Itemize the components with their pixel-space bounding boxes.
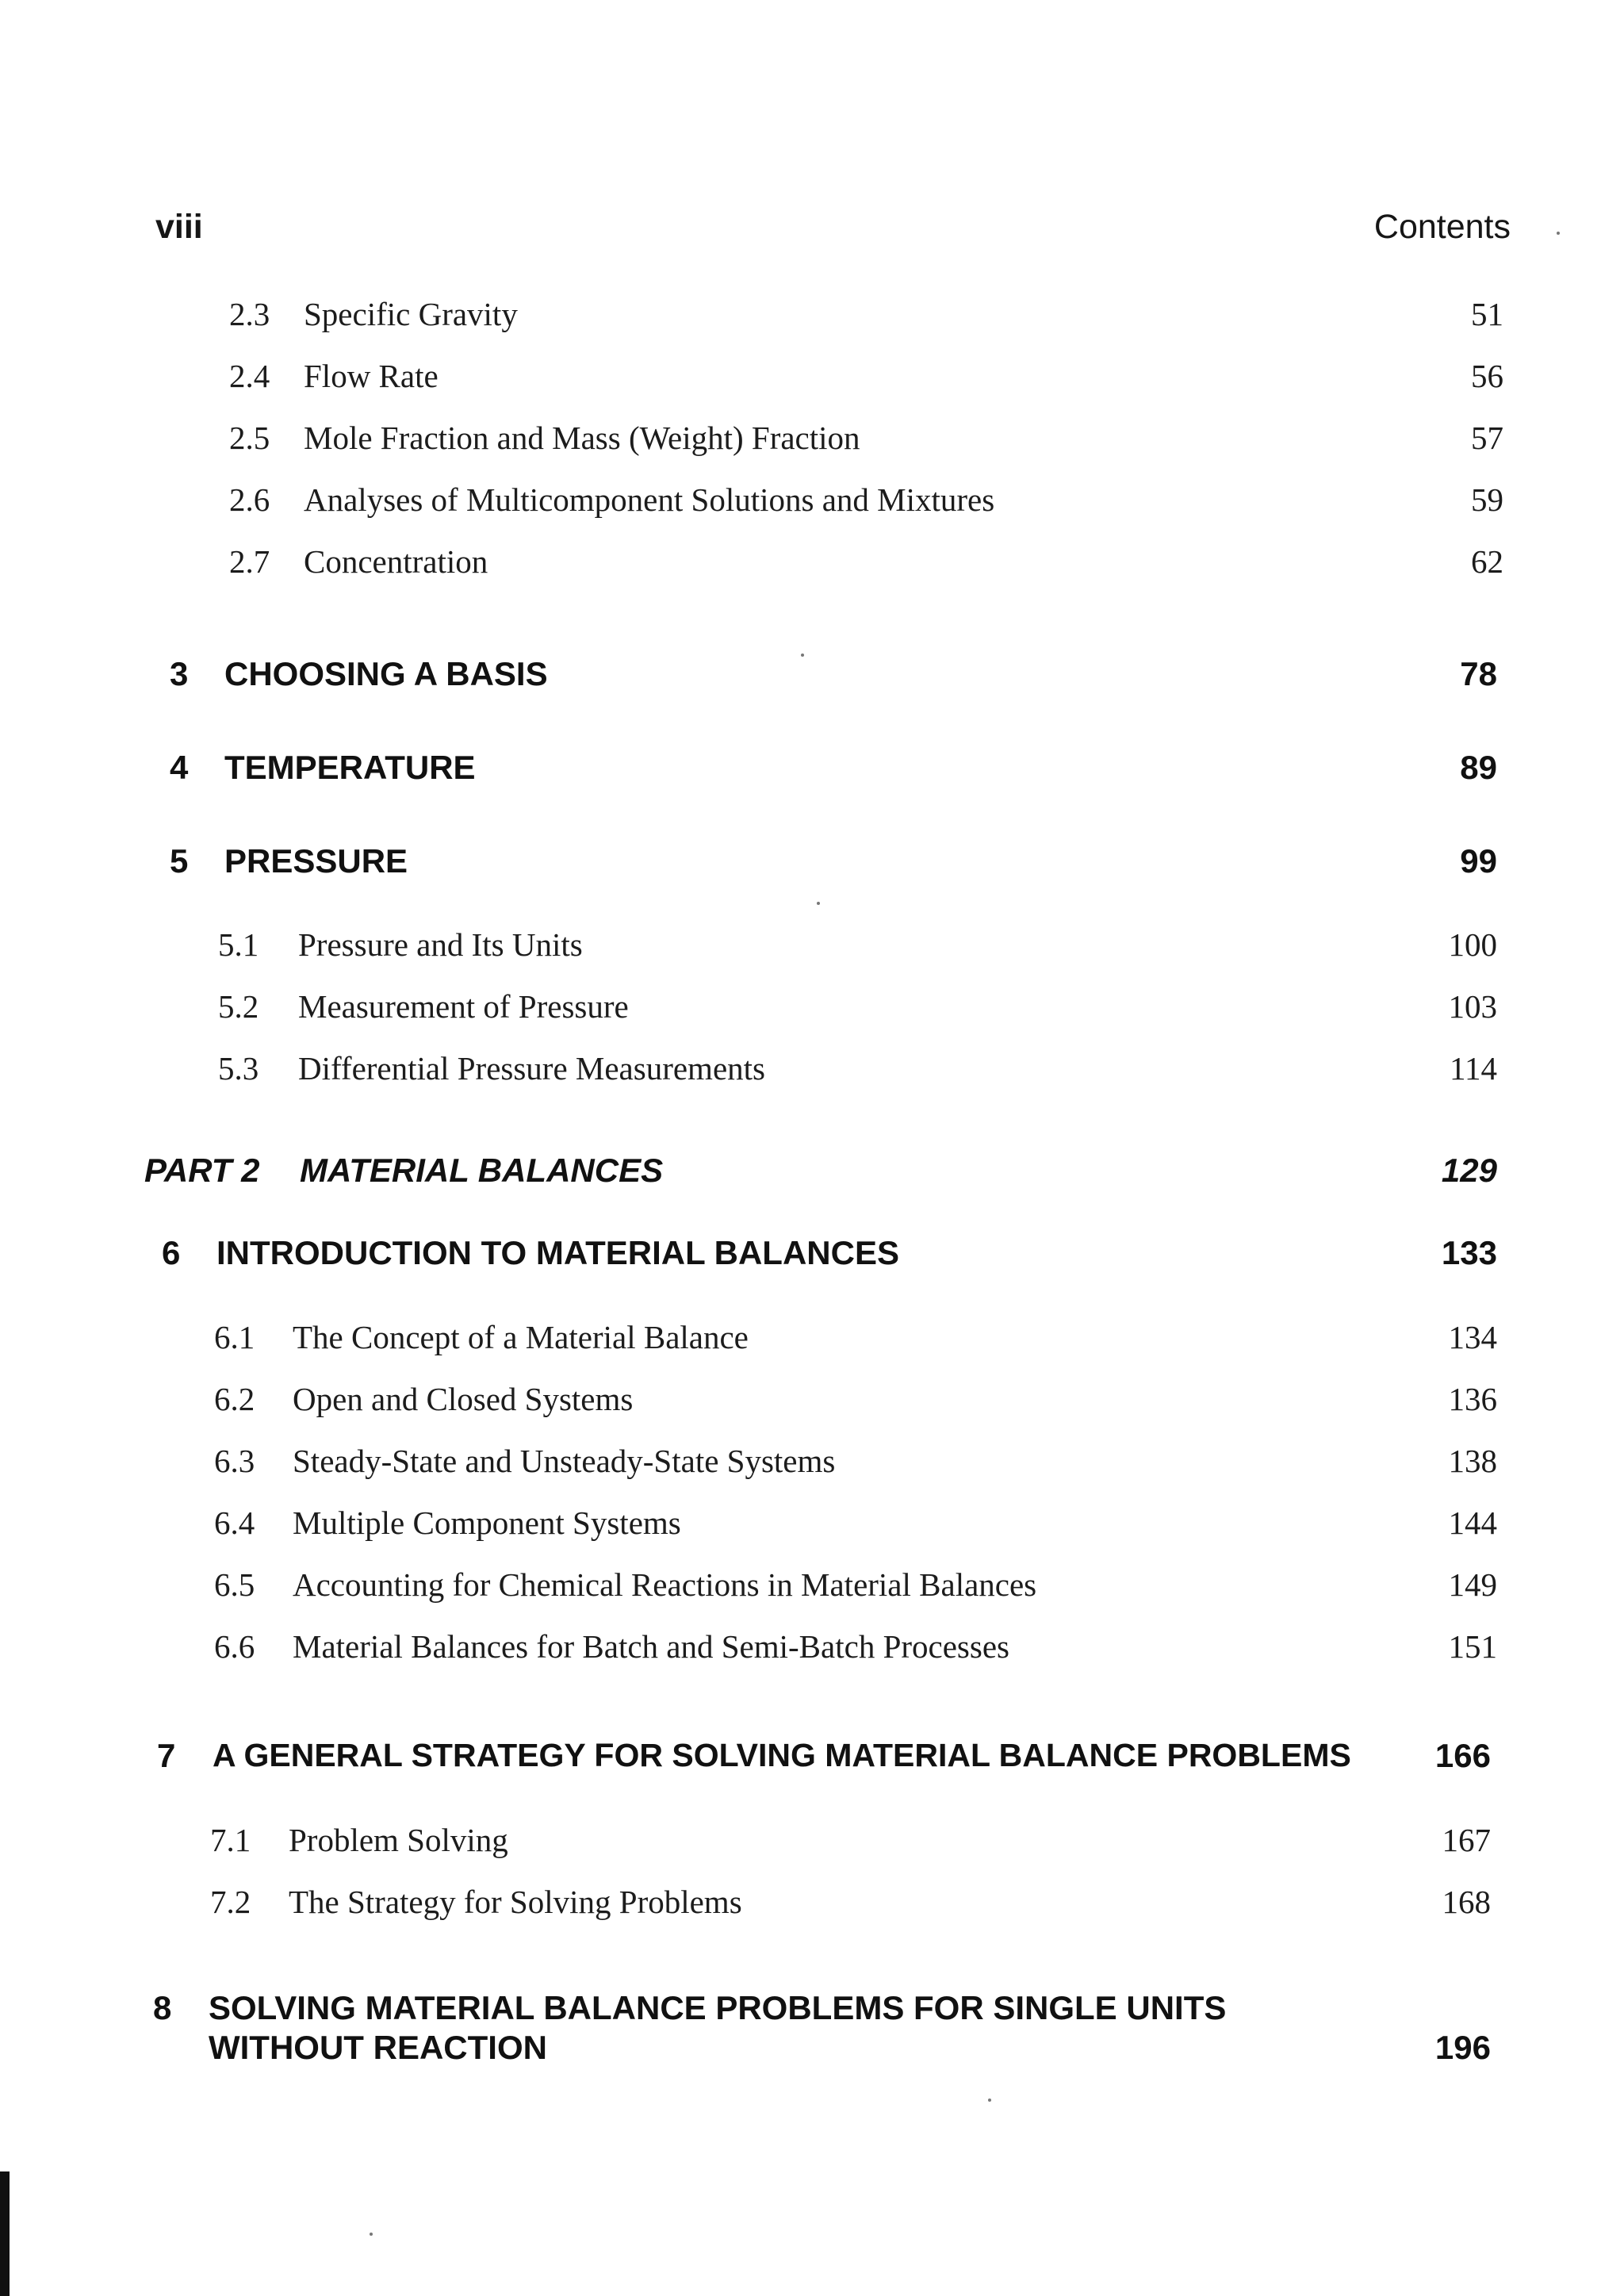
entry-page: 138: [1448, 1443, 1497, 1479]
scan-edge-bar: [0, 2171, 10, 2296]
running-title: Contents: [1373, 208, 1511, 246]
part-title: MATERIAL BALANCES: [300, 1152, 664, 1189]
entry-page: 59: [1471, 481, 1503, 518]
entry-title: Problem Solving: [289, 1822, 508, 1858]
chapter-page: 99: [1460, 842, 1497, 880]
toc-entry-section: [0, 1566, 1624, 1613]
part-page: 129: [1441, 1152, 1497, 1189]
entry-page: 136: [1448, 1381, 1497, 1417]
entry-number: 6.2: [214, 1381, 255, 1417]
chapter-page: 166: [1434, 1737, 1491, 1774]
chapter-title: WITHOUT REACTION: [209, 2029, 547, 2066]
toc-entry-section: [0, 295, 1624, 343]
entry-page: 103: [1448, 988, 1497, 1025]
entry-title: Concentration: [304, 543, 488, 580]
toc-entry-section: [0, 1442, 1624, 1489]
entry-number: 5.3: [218, 1050, 259, 1087]
entry-page: 51: [1471, 296, 1503, 332]
entry-number: 7.1: [210, 1822, 251, 1858]
chapter-title: INTRODUCTION TO MATERIAL BALANCES: [216, 1234, 899, 1271]
part-number: PART 2: [144, 1152, 260, 1189]
chapter-page: 196: [1434, 2029, 1491, 2066]
toc-entry-section: [0, 1821, 1624, 1869]
entry-page: 62: [1471, 543, 1503, 580]
toc-entry-section: [0, 1318, 1624, 1366]
chapter-number: 5: [170, 842, 189, 880]
entry-number: 2.7: [229, 543, 270, 580]
chapter-number: 8: [153, 1989, 172, 2026]
entry-number: 6.3: [214, 1443, 255, 1479]
entry-title: Steady-State and Unsteady-State Systems: [293, 1443, 836, 1479]
entry-number: 6.5: [214, 1566, 255, 1603]
entry-title: The Concept of a Material Balance: [293, 1319, 749, 1355]
toc-entry-part: [0, 1152, 1624, 1199]
toc-entry-chapter: [0, 655, 1624, 703]
entry-title: Flow Rate: [304, 358, 439, 394]
entry-title: Material Balances for Batch and Semi-Batch Processes: [293, 1628, 1009, 1665]
scan-speck: [988, 2099, 991, 2102]
toc-entry-section: [0, 926, 1624, 973]
toc-entry-section: [0, 419, 1624, 466]
scan-speck: [801, 654, 804, 657]
entry-number: 2.6: [229, 481, 270, 518]
entry-page: 167: [1442, 1822, 1491, 1858]
chapter-page: 133: [1441, 1234, 1497, 1271]
entry-title: Analyses of Multicomponent Solutions and Mixtures: [304, 481, 995, 518]
toc-entry-chapter: [0, 749, 1624, 796]
chapter-title: CHOOSING A BASIS: [224, 655, 548, 692]
chapter-title: A GENERAL STRATEGY FOR SOLVING MATERIAL BALANCE PROBLEMS: [213, 1737, 1351, 1773]
entry-page: 57: [1471, 420, 1503, 456]
entry-number: 6.1: [214, 1319, 255, 1355]
toc-entry-section: [0, 1627, 1624, 1675]
chapter-title: TEMPERATURE: [224, 749, 476, 786]
entry-title: Open and Closed Systems: [293, 1381, 634, 1417]
entry-number: 6.4: [214, 1504, 255, 1541]
toc-entry-section: [0, 1049, 1624, 1097]
toc-entry-section: [0, 1380, 1624, 1428]
entry-number: 5.1: [218, 926, 259, 963]
chapter-page: 89: [1460, 749, 1497, 786]
page-number-label: viii: [155, 208, 203, 246]
entry-page: 168: [1442, 1884, 1491, 1920]
entry-title: Specific Gravity: [304, 296, 518, 332]
chapter-number: 7: [157, 1737, 176, 1774]
toc-entry-section: [0, 987, 1624, 1035]
entry-title: Differential Pressure Measurements: [298, 1050, 765, 1087]
entry-title: Measurement of Pressure: [298, 988, 629, 1025]
entry-number: 7.2: [210, 1884, 251, 1920]
entry-title: Mole Fraction and Mass (Weight) Fraction: [304, 420, 860, 456]
entry-page: 149: [1448, 1566, 1497, 1603]
entry-title: Accounting for Chemical Reactions in Material Balances: [293, 1566, 1037, 1603]
chapter-page: 78: [1460, 655, 1497, 692]
chapter-title: PRESSURE: [224, 842, 408, 880]
entry-page: 114: [1450, 1050, 1497, 1087]
entry-page: 151: [1448, 1628, 1497, 1665]
entry-number: 2.5: [229, 420, 270, 456]
scan-speck: [817, 902, 820, 905]
chapter-number: 3: [170, 655, 189, 692]
entry-number: 5.2: [218, 988, 259, 1025]
entry-number: 2.3: [229, 296, 270, 332]
scan-speck: [1557, 232, 1560, 235]
toc-entry-chapter: [0, 1234, 1624, 1282]
entry-page: 100: [1448, 926, 1497, 963]
toc-entry-chapter: [0, 1737, 1624, 1784]
scan-speck: [370, 2233, 373, 2236]
toc-entry-section: [0, 481, 1624, 528]
entry-page: 144: [1448, 1504, 1497, 1541]
chapter-number: 6: [162, 1234, 181, 1271]
toc-entry-section: [0, 1883, 1624, 1930]
entry-page: 56: [1471, 358, 1503, 394]
toc-entry-section: [0, 542, 1624, 590]
entry-number: 2.4: [229, 358, 270, 394]
entry-number: 6.6: [214, 1628, 255, 1665]
chapter-title: SOLVING MATERIAL BALANCE PROBLEMS FOR SINGLE UNITS: [209, 1989, 1227, 2026]
toc-entry-chapter: [0, 842, 1624, 890]
entry-title: Multiple Component Systems: [293, 1504, 681, 1541]
toc-entry-chapter-continuation: [0, 2029, 1624, 2076]
entry-title: Pressure and Its Units: [298, 926, 583, 963]
entry-title: The Strategy for Solving Problems: [289, 1884, 742, 1920]
toc-entry-section: [0, 357, 1624, 404]
chapter-number: 4: [170, 749, 189, 786]
entry-page: 134: [1448, 1319, 1497, 1355]
toc-entry-section: [0, 1504, 1624, 1551]
